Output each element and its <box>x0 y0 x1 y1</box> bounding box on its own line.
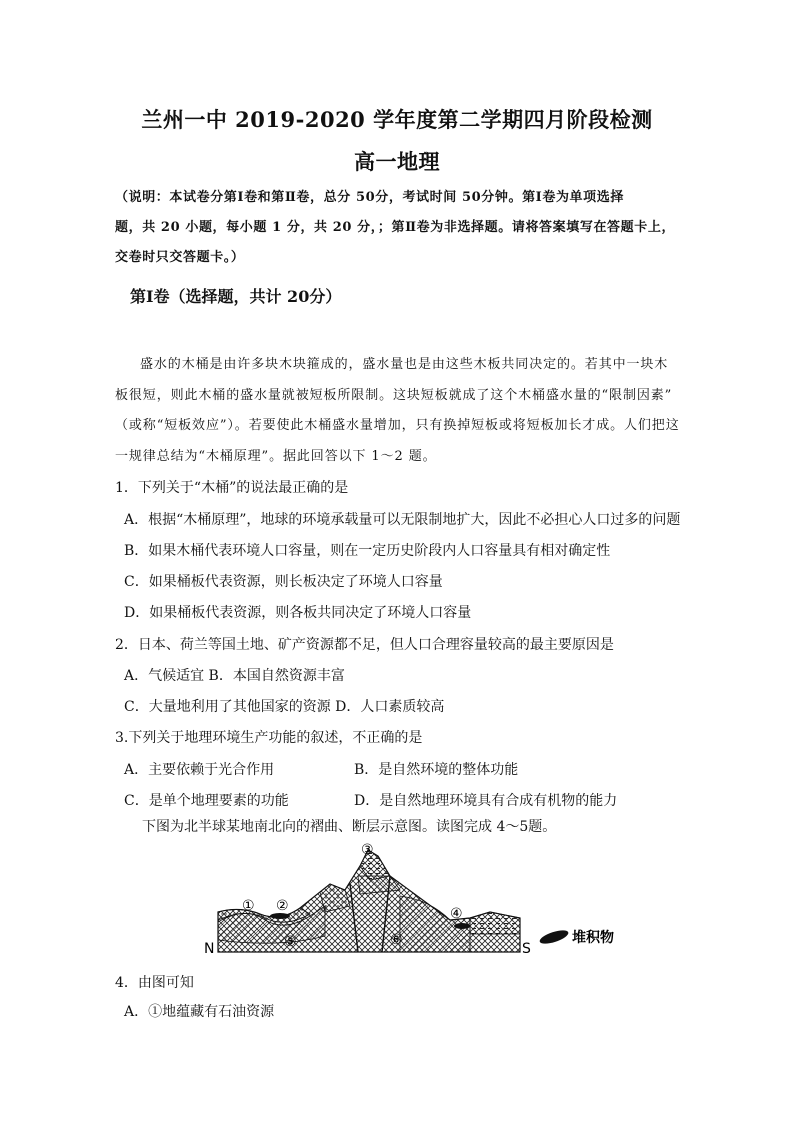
q3-option-c: C．是单个地理要素的功能 <box>124 793 289 809</box>
instructions-line-3: 交卷时只交答题卡。） <box>115 250 245 265</box>
legend-label: 堆积物 <box>572 930 614 946</box>
label-3: ③ <box>361 842 374 858</box>
exam-title: 兰州一中 2019-2020 学年度第二学期四月阶段检测 <box>141 107 653 132</box>
label-5: ⑤ <box>284 934 297 950</box>
q3-option-d: D．是自然地理环境具有合成有机物的能力 <box>354 793 618 809</box>
q3-option-a: A．主要依赖于光合作用 <box>124 762 275 778</box>
q1-option-d: D．如果桶板代表资源，则各板共同决定了环境人口容量 <box>124 605 472 621</box>
instructions-line-1: （说明：本试卷分第Ⅰ卷和第Ⅱ卷，总分 50分，考试时间 50分钟。第Ⅰ卷为单项选择 <box>115 190 624 205</box>
label-1: ① <box>242 898 255 914</box>
instructions-line-2: 题，共 20 小题，每小题 1 分，共 20 分，；第Ⅱ卷为非选择题。请将答案填写在答题卡上， <box>115 220 676 235</box>
exam-subject: 高一地理 <box>354 149 440 174</box>
q3-stem: 3.下列关于地理环境生产功能的叙述，不正确的是 <box>115 730 423 746</box>
q1-option-b: B．如果木桶代表环境人口容量，则在一定历史阶段内人口容量具有相对确定性 <box>124 543 611 559</box>
fold-fault-diagram <box>200 836 630 966</box>
deposit-4 <box>454 923 470 929</box>
passage-line-1: 盛水的木桶是由许多块木块箍成的，盛水量也是由这些木板共同决定的。若其中一块木 <box>140 357 669 372</box>
q2-stem: 2．日本、荷兰等国土地、矿产资源都不足，但人口合理容量较高的最主要原因是 <box>115 637 614 653</box>
label-2: ② <box>276 898 289 914</box>
q1-option-a: A．根据“木桶原理”，地球的环境承载量可以无限制地扩大，因此不必担心人口过多的问题 <box>124 512 681 528</box>
q1-option-c: C．如果桶板代表资源，则长板决定了环境人口容量 <box>124 574 443 590</box>
south-label: S <box>522 941 531 957</box>
passage-line-2: 板很短，则此木桶的盛水量就被短板所限制。这块短板就成了这个木桶盛水量的“限制因素” <box>115 388 673 403</box>
passage-2: 下图为北半球某地南北向的褶曲、断层示意图。读图完成 4～5题。 <box>142 819 557 835</box>
label-4: ④ <box>450 906 463 922</box>
passage-line-3: （或称“短板效应”）。若要使此木桶盛水量增加，只有换掉短板或将短板加长才成。人们把这 <box>115 418 680 433</box>
q2-options-ab: A．气候适宜 B．本国自然资源丰富 <box>124 668 345 684</box>
north-label: N <box>204 941 215 957</box>
passage-line-4: 一规律总结为“木桶原理”。据此回答以下 1～2 题。 <box>115 449 437 464</box>
q4-option-a: A．①地蕴藏有石油资源 <box>124 1004 275 1020</box>
legend-deposit-icon <box>538 928 570 947</box>
q2-options-cd: C．大量地利用了其他国家的资源 D．人口素质较高 <box>124 699 445 715</box>
q1-stem: 1．下列关于“木桶”的说法最正确的是 <box>115 480 349 496</box>
q3-option-b: B．是自然环境的整体功能 <box>354 762 519 778</box>
section-title: 第Ⅰ卷（选择题，共计 20分） <box>130 287 342 306</box>
label-6: ⑥ <box>390 932 403 948</box>
q4-stem: 4．由图可知 <box>115 975 194 991</box>
